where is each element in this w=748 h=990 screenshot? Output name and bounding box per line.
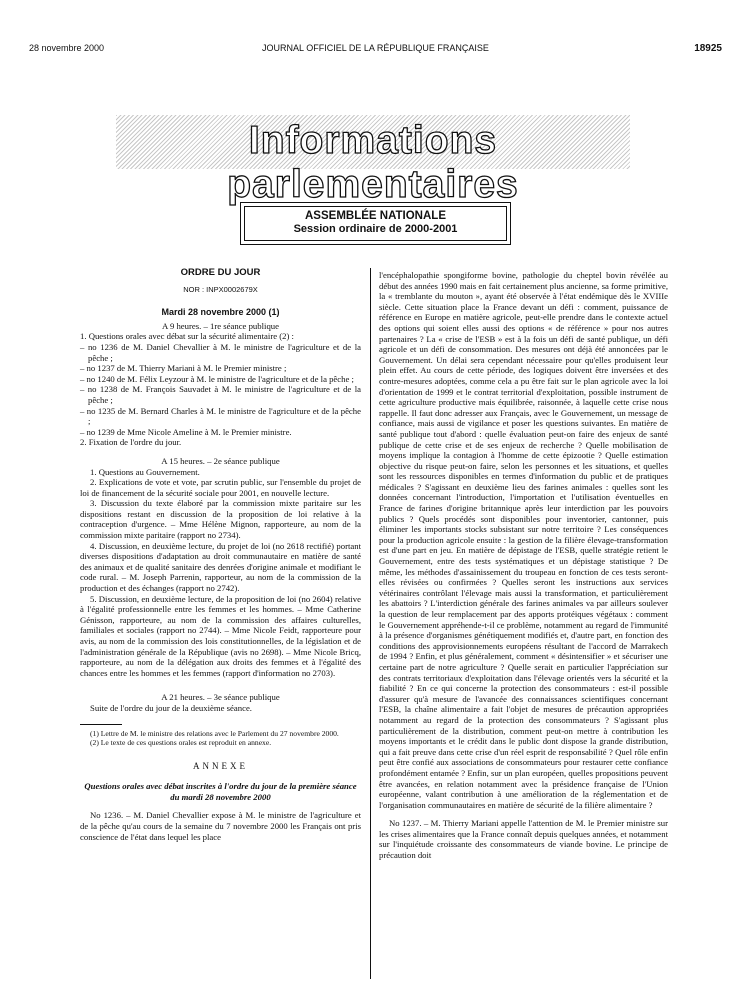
- page-number: 18925: [694, 43, 722, 54]
- page-header: [29, 43, 722, 59]
- session-2-heading: A 15 heures. – 2e séance publique: [161, 455, 280, 466]
- session-1-heading: A 9 heures. – 1re séance publique: [161, 320, 279, 331]
- list-item: 2. Fixation de l'ordre du jour.: [80, 437, 182, 448]
- footnote-rule: [80, 724, 122, 725]
- session-3-text: Suite de l'ordre du jour de la deuxième séance.: [90, 702, 252, 713]
- question-1236: No 1236. – M. Daniel Chevallier expose à M. le ministre de l'agriculture et de la pêche qu'au cours de la semaine du 7 novembre 2000 les Français ont pris conscience de l'état dans lequel les place: [80, 810, 361, 842]
- footnote: (1) Lettre de M. le ministre des relations avec le Parlement du 27 novembre 2000.: [90, 728, 339, 738]
- session-1-list: [80, 331, 361, 448]
- agenda-title: ORDRE DU JOUR: [180, 267, 261, 278]
- list-item: 3. Discussion du texte élaboré par la commission mixte paritaire sur les dispositions restant en discussion de la proposition de loi relative à la contraception d'urgence. – Mme Hélène Mignon, rapporteure, au nom de la commission mixte paritaire (rapport no 2734).: [80, 498, 361, 541]
- list-item: 4. Discussion, en deuxième lecture, du projet de loi (no 2618 rectifié) portant diverses dispositions d'adaptation au droit communautaire en matière de santé des animaux et de qualité sanitaire des denrées d'origine animale et modifiant le code rural. – M. Joseph Parrenin, rapporteur, au nom de la commission de la production et des échanges (rapport no 2742).: [80, 540, 361, 594]
- assembly-name: ASSEMBLÉE NATIONALE: [305, 210, 446, 222]
- list-item: – no 1237 de M. Thierry Mariani à M. le Premier ministre ;: [80, 363, 287, 374]
- header-date: 28 novembre 2000: [29, 43, 105, 53]
- list-item: – no 1235 de M. Bernard Charles à M. le ministre de l'agriculture et de la pêche ;: [80, 405, 361, 427]
- list-item: – no 1238 de M. François Sauvadet à M. le ministre de l'agriculture et de la pêche ;: [80, 384, 361, 405]
- section-banner: [116, 115, 630, 206]
- left-column: [80, 268, 361, 842]
- session-3-heading: A 21 heures. – 3e séance publique: [161, 692, 280, 703]
- list-item: – no 1240 de M. Félix Leyzour à M. le ministre de l'agriculture et de la pêche ;: [80, 373, 354, 384]
- annexe-title: Questions orales avec débat inscrites à l'ordre du jour de la première séance du mardi 28 novembre 2000: [84, 781, 357, 802]
- list-item: – no 1239 de Mme Nicole Ameline à M. le Premier ministre.: [80, 426, 292, 437]
- list-item: – no 1236 de M. Daniel Chevallier à M. le ministre de l'agriculture et de la pêche ;: [80, 341, 361, 363]
- list-item: 1. Questions orales avec débat sur la sécurité alimentaire (2) :: [80, 331, 294, 342]
- session-name: Session ordinaire de 2000-2001: [293, 223, 458, 235]
- annexe-heading: ANNEXE: [193, 760, 248, 771]
- list-item: 1. Questions au Gouvernement.: [90, 466, 200, 477]
- right-column: [379, 270, 668, 861]
- session-2-list: [80, 467, 361, 679]
- sitting-date: Mardi 28 novembre 2000 (1): [161, 307, 280, 318]
- question-1237: No 1237. – M. Thierry Mariani appelle l'attention de M. le Premier ministre sur les crises alimentaires que la France connaît depuis quelques années, et notamment sur l'inquiétude croissante des consommateurs de viande bovine. Le principe de précaution doit: [379, 818, 668, 861]
- list-item: 2. Explications de vote et vote, par scrutin public, sur l'ensemble du projet de loi de financement de la sécurité sociale pour 2001, en nouvelle lecture.: [80, 477, 361, 498]
- column-divider: [370, 268, 371, 979]
- assembly-box: [240, 202, 511, 245]
- footnote: (2) Le texte de ces questions orales est reproduit en annexe.: [90, 737, 272, 747]
- list-item: 5. Discussion, en deuxième lecture, de la proposition de loi (no 2604) relative à l'égalité professionnelle entre les femmes et les hommes. – Mme Catherine Génisson, rapporteure, au nom de la commission des affaires culturelles, familiales et sociales (rapport no 2744). – Mme Nicole Feidt, rapporteure pour avis, au nom de la commission des lois constitutionnelles, de la législation et de l'administration générale de la République (avis no 2698). – Mme Nicole Bricq, rapporteure, au nom de la délégation aux droits des femmes et à l'égalité des chances entre les hommes et les femmes (rapport d'information no 2703).: [80, 593, 361, 678]
- header-journal: JOURNAL OFFICIEL DE LA RÉPUBLIQUE FRANÇAISE: [262, 43, 489, 53]
- question-1236-body: l'encéphalopathie spongiforme bovine, pathologie du cheptel bovin révélée au début des années 1990 mais en fait certainement plus ancienne, sa forme primitive, la « tremblante du mouton », ayant été observée à l'état endémique dès le XVIIIe siècle. Cette situation place la France devant un défi : comment, puissance de référence en Europe en matière agricole, peut-elle prendre dans le contexte actuel des options qui soient elles aussi des options « de référence » pour nos autres partenaires ? La « crise de l'ESB » est à la fois un défi de santé publique, un défi agricole et un défi de consommation. Des mesures ont déjà été annoncées par le Gouvernement. Un délai sera cependant nécessaire pour qu'elles produisent leur plein effet. Au cours de cette période, des logiques doivent être inversées et des contre-mesures adoptées, comme cela a pu être fait sur le plan agricole avec la loi d'orientation de 1999 et le contrat territorial d'exploitation, possible instrument de cette agriculture productive mais équilibrée, raisonnée, à laquelle cette crise nous rappelle. Il faut donc adresser aux Français, avec le Gouvernement, un message de confiance, mais aussi de vigilance et poser les questions suivantes. En matière de santé publique tout d'abord : quelle évaluation peut-on faire des enjeux de santé publique de cette crise et de ses enjeux de recherche ? Quelle mobilisation de moyens implique la contagion à l'homme de cette épizootie ? Quelle estimation objective du risque peut-on faire, selon les personnes et les situations, et quelles sont les ressources disponibles en termes d'information du public et de pratiques médicales ? S'agissant en deuxième lieu des farines animales : quelles sont les données concernant l'introduction, l'importation et l'utilisation éventuelles en France de farines d'origine britannique après leur interdiction par les pouvoirs publics ? Quels procédés sont disponibles pour inventorier, cantonner, puis éliminer les importants stocks subsistant sur notre territoire ? Les conséquences pour la production agricole ensuite : la gestion de la filière élevage-transformation est d'une part en jeu. En matière de dépistage de l'ESB, quelle stratégie retient le Gouvernement, entre des tests systématiques et un dépistage statistique ? De même, les méthodes d'assainissement du troupeau en fonction de ces tests seront-elles révisées ou confirmées ? Quelles seront les instructions aux services vétérinaires contrôlant l'élevage mais aussi la transformation, et particulièrement les abattoirs ? L'interdiction générale des farines animales va par ailleurs soulever la question de leur remplacement par des apports protéiques végétaux : comment le Gouvernement appréhende-t-il ce problème, notamment au regard de l'immunité à la présence d'organismes génétiquement modifiés et, d'autre part, en fonction des conditions des approvisionnements européens résultant de l'accord de Marrakech de 1994 ? Enfin, et plus généralement, comment « désintensifier » et sécuriser une certaine part de notre agriculture ? Quelle serait en particulier l'appréciation sur des contrats territoriaux d'exploitation dans l'élevage orientés vers la sécurité et la fiabilité ? En ce qui concerne la protection des consommateurs : est-il possible d'assurer qu'à mesure de l'avancée des connaissances scientifiques concernant l'ESB, la chaîne alimentaire a fait l'objet de mesures de précaution appropriées notamment au regard de la protection des consommateurs ? S'agissant plus particulièrement de la distribution, comment peut-on mettre à contribution les moyens importants et le crédit dans le public dont dispose la grande distribution, qui a fait preuve dans cette crise d'un réel esprit de responsabilité ? Quel rôle enfin peut être confié aux associations de consommateurs pour restaurer cette confiance profondément entamée ? Enfin, sur un plan européen, quelles propositions peuvent être avancées, en relation notamment avec la présidence française de l'Union européenne, valant contribution à une amélioration de la réglementation et de l'organisation communautaires en matière de sécurité de la filière alimentaire ?: [379, 270, 668, 810]
- banner-title: Informations parlementaires: [227, 119, 519, 206]
- nor-reference: NOR : INPX0002679X: [183, 284, 258, 294]
